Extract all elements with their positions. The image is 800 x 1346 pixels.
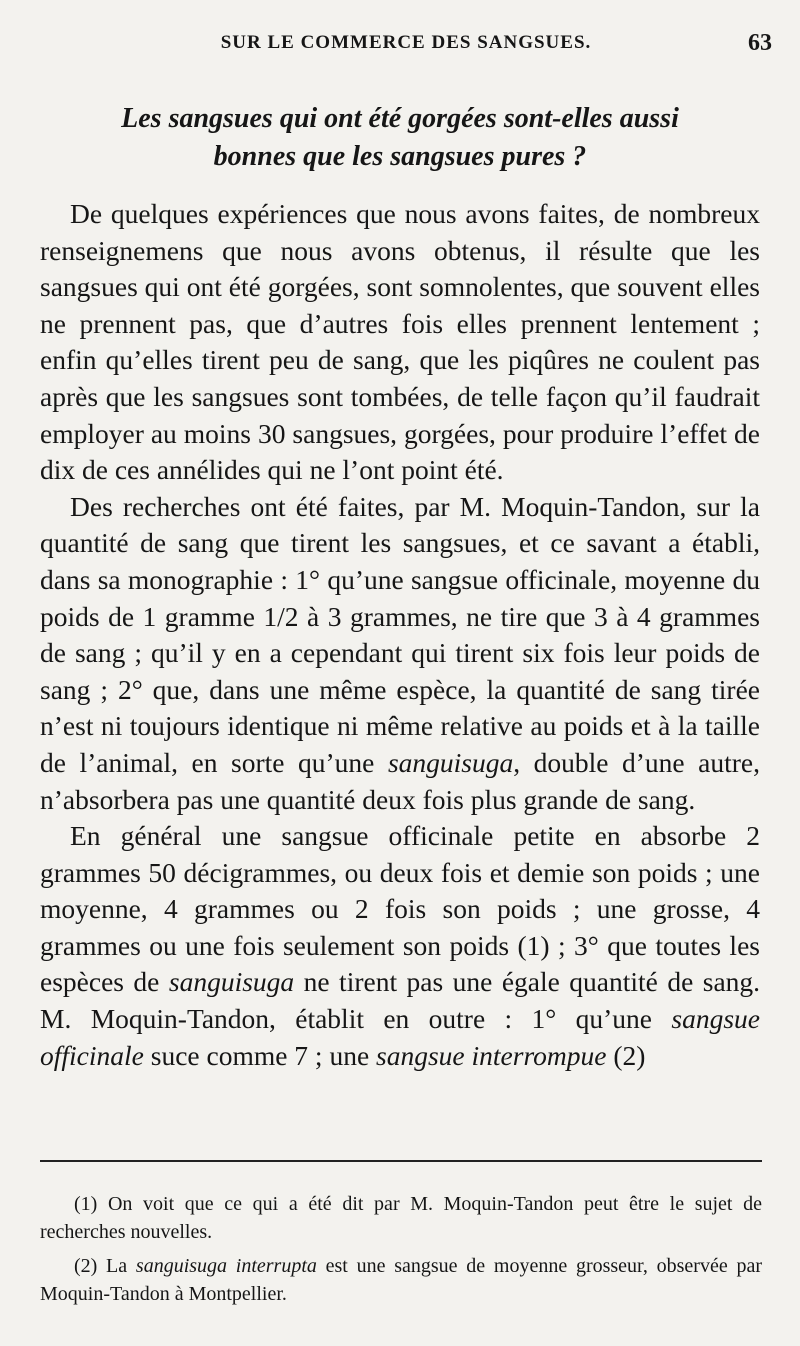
- paragraph-3-italic-2: sangsue officinale: [40, 1003, 760, 1071]
- paragraph-3-text-b: ne tirent pas une égale quantité de sang. M. Moquin-Tandon, établit en outre : 1° qu’une: [40, 966, 761, 1035]
- heading-line-2: bonnes que les sangsues pures ?: [213, 141, 587, 172]
- paragraph-3: [40, 818, 760, 1074]
- footnote-2-text-b: est une sangsue de moyenne grosseur, observée par Moquin-Tandon à Montpellier.: [40, 1255, 762, 1305]
- footnote-2-italic: sanguisuga interrupta: [135, 1255, 317, 1277]
- section-heading: [40, 100, 760, 176]
- running-title: SUR LE COMMERCE DES SANGSUES.: [220, 32, 592, 53]
- heading-line-1: Les sangsues qui ont été gorgées sont-elles aussi: [121, 103, 679, 134]
- paragraph-3-text-d: (2): [613, 1039, 646, 1071]
- paragraph-3-italic-3: sangsue interrompue: [376, 1039, 607, 1071]
- footnote-1: (1) On voit que ce qui a été dit par M. Moquin-Tandon peut être le sujet de recherches nouvelles.: [40, 1193, 762, 1243]
- footnote-2-text-a: (2) La: [74, 1255, 128, 1277]
- paragraph-2-text-a: Des recherches ont été faites, par M. Moquin-Tandon, sur la quantité de sang que tirent les sangsues, et ce savant a établi, dans sa monographie : 1° qu’une sangsue officinale, moyenne du poids de 1 gramme 1/2 à 3 grammes, ne tire que 3 à 4 grammes de sang ; qu’il y en a cependant qui tirent six fois leur poids de sang ; 2° que, dans une même espèce, la quantité de sang tirée n’est ni toujours identique ni même relative au poids et à la taille de l’animal, en sorte qu’une: [40, 490, 760, 778]
- page-number: 63: [748, 30, 772, 56]
- paragraph-2-italic: sanguisuga: [387, 746, 514, 778]
- footnotes: [40, 1190, 762, 1314]
- paragraph-1: De quelques expériences que nous avons faites, de nombreux renseignemens que nous avons obtenus, il résulte que les sangsues qui ont été gorgées, sont somnolentes, que souvent elles ne prennent pas, que d’autres fois elles prennent lentement ; enfin qu’elles tirent peu de sang, que les piqûres ne coulent pas après que les sangsues sont tombées, de telle façon qu’il faudrait employer au moins 30 sangsues, gorgées, pour produire l’effet de dix de ces annélides qui ne l’ont point été.: [40, 198, 760, 486]
- body-text: [40, 196, 760, 1074]
- running-head: [40, 32, 772, 62]
- paragraph-2-text-b: , double d’une autre, n’absorbera pas une quantité deux fois plus grande de sang.: [40, 746, 761, 815]
- footnote-rule: [40, 1160, 762, 1162]
- paragraph-3-text-a: En général une sangsue officinale petite en absorbe 2 grammes 50 décigrammes, ou deux fois et demie son poids ; une moyenne, 4 grammes ou 2 fois son poids ; une grosse, 4 grammes ou une fois seulement son poids (1) ; 3° que toutes les espèces de: [40, 820, 760, 998]
- paragraph-3-italic-1: sanguisuga: [168, 966, 295, 998]
- paragraph-3-text-c: suce comme 7 ; une: [150, 1039, 370, 1071]
- footnote-2: [40, 1252, 762, 1308]
- paragraph-2: [40, 489, 760, 818]
